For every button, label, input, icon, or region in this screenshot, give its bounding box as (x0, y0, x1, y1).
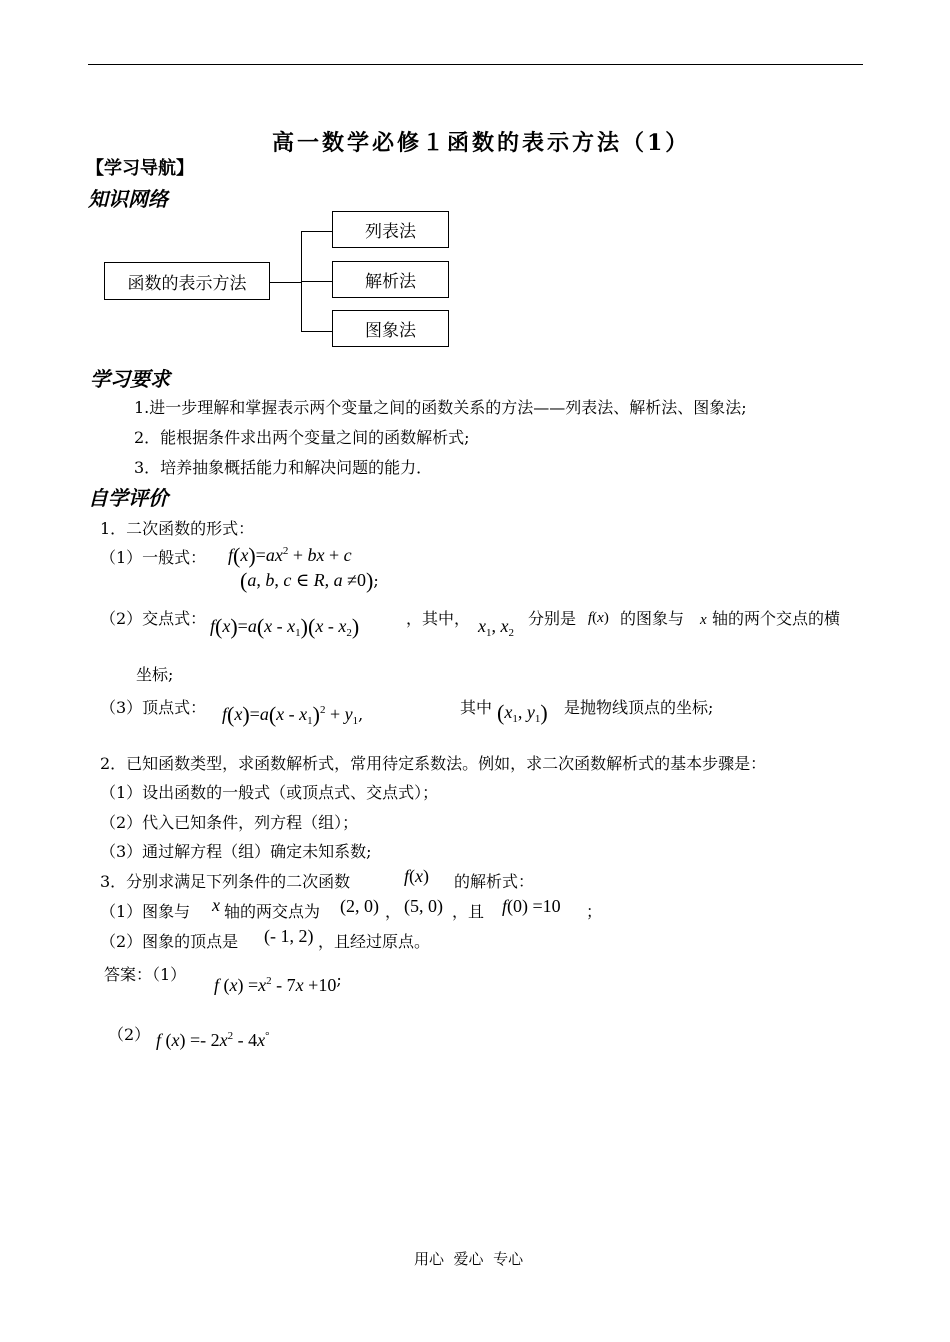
page-title: 高一数学必修１函数的表示方法（1） (272, 130, 691, 156)
diagram-child-label: 图象法 (365, 321, 416, 341)
requirement-item: 2．能根据条件求出两个变量之间的函数解析式; (134, 428, 470, 447)
q2-intro: 2．已知函数类型，求函数解析式，常用待定系数法。例如，求二次函数解析式的基本步骤是： (100, 754, 767, 773)
diagram-root-label: 函数的表示方法 (127, 273, 247, 294)
q3-c1-a: （1）图象与 (100, 902, 191, 921)
diagram-connector (301, 231, 332, 232)
diagram-connector (270, 282, 302, 283)
nav-heading: 【学习导航】 (86, 158, 194, 179)
q1-intersect-tail3: 轴的两个交点的横 (712, 609, 841, 628)
formula-point-a: (2, 0) (340, 896, 379, 916)
diagram-child-box (332, 261, 449, 298)
q3-c2-b: ，且经过原点。 (318, 932, 431, 951)
diagram-child-label: 列表法 (365, 222, 416, 242)
diagram-child-box (332, 310, 449, 347)
formula-x-axis: x (700, 612, 707, 628)
q1-intersect-tail1: 分别是 (528, 609, 577, 628)
q2-step: （3）通过解方程（组）确定未知系数; (100, 842, 372, 861)
formula-roots: $x_1$, $x_2$ (478, 616, 514, 639)
formula-intersect: $f(x)=a(x - x_1)(x - x_2)$ (210, 614, 360, 639)
knowledge-heading: 知识网络 (88, 187, 168, 211)
formula-vertex-given: (- 1, 2) (264, 926, 314, 946)
q3-c1-e: ； (586, 902, 603, 921)
q1-intersect-label: （2）交点式： (100, 609, 207, 628)
q2-step: （2）代入已知条件，列方程（组）； (100, 813, 359, 832)
page-footer: 用心 爱心 专心 (414, 1250, 524, 1268)
answer-label: 答案：（1） (104, 965, 187, 984)
requirement-item: 1.进一步理解和掌握表示两个变量之间的函数关系的方法——列表法、解析法、图象法; (134, 398, 747, 417)
q1-intersect-tail2: 的图象与 (620, 609, 685, 628)
formula-q3-fx: f(x) (404, 866, 430, 886)
q1-vertex-label: （3）顶点式： (100, 698, 207, 717)
q3-c1-d: ，且 (452, 902, 485, 921)
header-rule (88, 64, 863, 65)
q3-intro-b: 的解析式： (454, 872, 535, 891)
q3-c1-c: ， (385, 902, 402, 921)
q1-intersect-tail4: 坐标; (136, 665, 174, 684)
q1-intro: 1．二次函数的形式： (100, 519, 255, 538)
formula-fx: f(x) (588, 610, 609, 626)
diagram-connector (301, 331, 332, 332)
q3-c2-a: （2）图象的顶点是 (100, 932, 239, 951)
q1-vertex-mid: 其中 (460, 698, 493, 717)
q1-intersect-mid: ，其中， (406, 609, 471, 628)
formula-general: $f(x)=ax^2$ + bx + c (228, 543, 352, 568)
q1-vertex-tail: 是抛物线顶点的坐标; (564, 698, 714, 717)
q3-intro-a: 3．分别求满足下列条件的二次函数 (100, 872, 351, 891)
q2-step: （1）设出函数的一般式（或顶点式、交点式）； (100, 783, 439, 802)
requirement-item: 3．培养抽象概括能力和解决问题的能力． (134, 458, 433, 477)
self-eval-heading: 自学评价 (88, 486, 168, 510)
answer-2: f $(x) =- 2x^2 - 4x^\circ$ (156, 1030, 270, 1050)
formula-vertex-point: ($x_1$, $y_1$) (497, 700, 548, 725)
q1-general-label: （1）一般式： (100, 548, 207, 567)
diagram-root-box (104, 262, 270, 300)
answer-2-label: （2） (108, 1025, 151, 1044)
formula-vertex: $f(x)=a(x - x_1)^2 + y_1$, (222, 702, 364, 727)
formula-x: x (212, 895, 220, 915)
diagram-child-label: 解析法 (365, 272, 416, 292)
formula-f0: f(0) =10 (502, 896, 561, 916)
formula-point-b: (5, 0) (404, 896, 443, 916)
q3-c1-b: 轴的两交点为 (224, 902, 321, 921)
formula-general-condition: (a, b, c ∈ R, a ≠0); (240, 568, 379, 593)
answer-1: f $(x) =x^2 - 7x +10$; (214, 970, 342, 995)
diagram-child-box (332, 211, 449, 248)
requirements-heading: 学习要求 (90, 367, 170, 391)
diagram-connector (301, 281, 332, 282)
